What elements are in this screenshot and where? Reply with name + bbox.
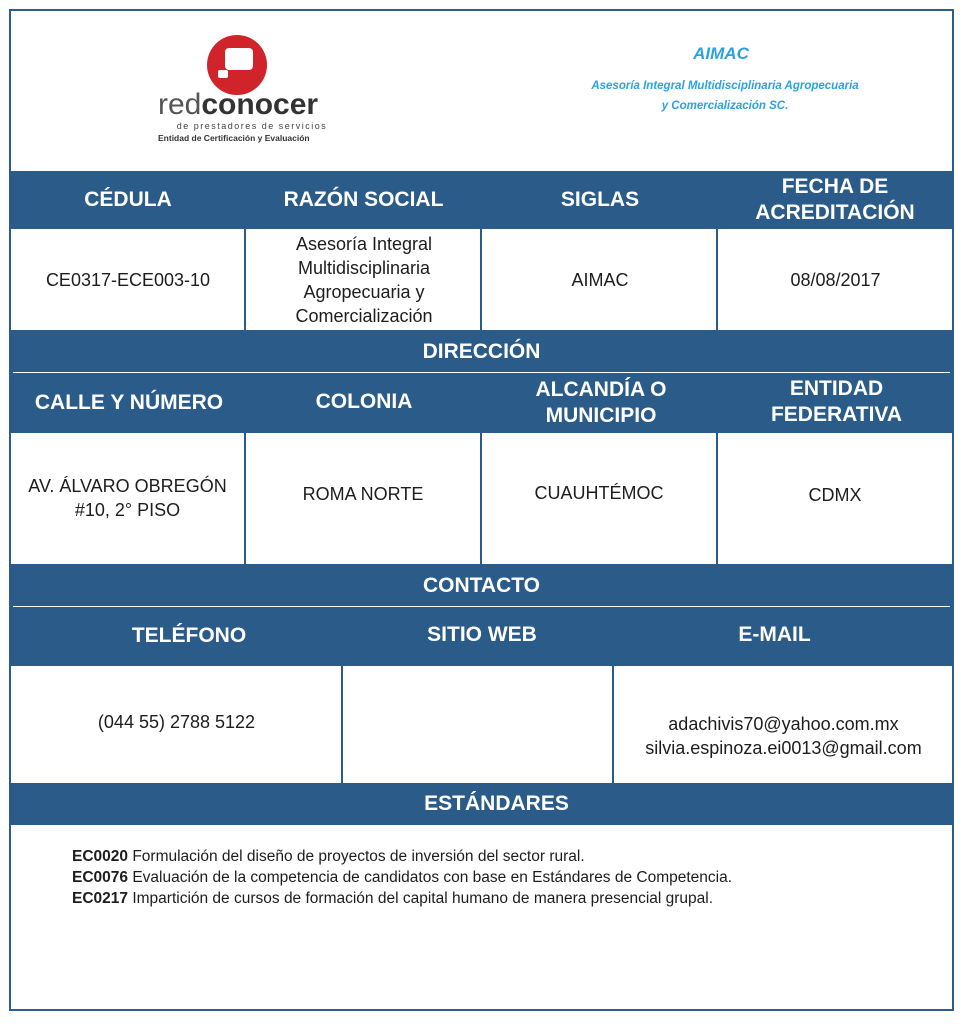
calle-line-2: #10, 2° PISO [74, 500, 181, 520]
estandar-code: EC0020 [72, 848, 129, 865]
razon-line-2: Multidisciplinaria [297, 258, 431, 278]
header-cedula: CÉDULA [11, 171, 245, 229]
estandar-desc: Evaluación de la competencia de candidatos con base en Estándares de Competencia. [128, 869, 733, 886]
estandar-code: EC0217 [72, 890, 129, 907]
email-2: silvia.espinoza.ei0013@gmail.com [645, 738, 922, 758]
estandar-item [72, 846, 932, 867]
header-entidad [721, 373, 952, 431]
value-fecha: 08/08/2017 [790, 270, 881, 290]
value-entidad: CDMX [808, 485, 862, 505]
header-alcaldia-line-1: ALCANDÍA O [535, 378, 667, 401]
logo-mark-icon [206, 34, 268, 96]
estandar-item [72, 888, 932, 909]
razon-line-4: Comercialización [295, 306, 433, 326]
calle-line-1: AV. ÁLVARO OBREGÓN [28, 476, 227, 496]
header-alcaldia-line-2: MUNICIPIO [545, 404, 657, 427]
header-email: E-MAIL [597, 607, 952, 663]
estandares-list [72, 846, 932, 909]
header-razon-social: RAZÓN SOCIAL [245, 171, 482, 229]
estandar-code: EC0076 [72, 869, 129, 886]
value-siglas: AIMAC [571, 270, 629, 290]
header-siglas: SIGLAS [482, 171, 718, 229]
banner-line-1: Asesoría Integral Multidisciplinaria Agropecuaria [591, 80, 859, 92]
divider [716, 229, 718, 330]
redconocer-logo [150, 34, 350, 146]
value-cedula: CE0317-ECE003-10 [45, 270, 211, 290]
razon-line-3: Agropecuaria y [303, 282, 425, 302]
divider [716, 433, 718, 564]
email-1: adachivis70@yahoo.com.mx [668, 714, 899, 734]
header-fecha-line-2: ACREDITACIÓN [755, 201, 915, 224]
estandar-desc: Impartición de cursos de formación del capital humano de manera presencial grupal. [128, 890, 714, 907]
estandar-item [72, 867, 932, 888]
divider [244, 433, 246, 564]
header-entidad-line-1: ENTIDAD [789, 377, 884, 400]
header-telefono: TELÉFONO [11, 607, 367, 665]
logo-entity: Entidad de Certificación y Evaluación [158, 133, 310, 143]
estandares-title: ESTÁNDARES [11, 783, 952, 825]
value-colonia: ROMA NORTE [302, 484, 424, 504]
header-alcaldia [483, 373, 719, 433]
value-sitio-web [344, 667, 613, 781]
header-calle: CALLE Y NÚMERO [11, 373, 247, 433]
banner-line-2: y Comercialización SC. [661, 100, 789, 112]
estandar-desc: Formulación del diseño de proyectos de inversión del sector rural. [128, 848, 585, 865]
value-alcaldia: CUAUHTÉMOC [534, 483, 664, 503]
header-fecha-line-1: FECHA DE [781, 175, 889, 198]
divider [244, 229, 246, 330]
divider [480, 229, 482, 330]
header-entidad-line-2: FEDERATIVA [770, 403, 903, 426]
direccion-title: DIRECCIÓN [11, 332, 952, 372]
logo-tagline: de prestadores de servicios [176, 121, 328, 131]
contacto-title: CONTACTO [11, 566, 952, 606]
razon-line-1: Asesoría Integral [295, 234, 433, 254]
value-razon-social [247, 231, 481, 329]
org-banner [540, 42, 910, 132]
header-fecha [718, 171, 952, 229]
logo-red-word: red [158, 88, 202, 121]
banner-acronym: AIMAC [693, 44, 749, 63]
logo-conocer-word: conocer [201, 88, 319, 121]
divider [612, 666, 614, 783]
header-colonia: COLONIA [247, 373, 481, 431]
value-calle [11, 434, 244, 562]
divider [480, 433, 482, 564]
divider [341, 666, 343, 783]
header-sitio-web: SITIO WEB [367, 607, 597, 663]
value-telefono: (044 55) 2788 5122 [97, 712, 256, 732]
